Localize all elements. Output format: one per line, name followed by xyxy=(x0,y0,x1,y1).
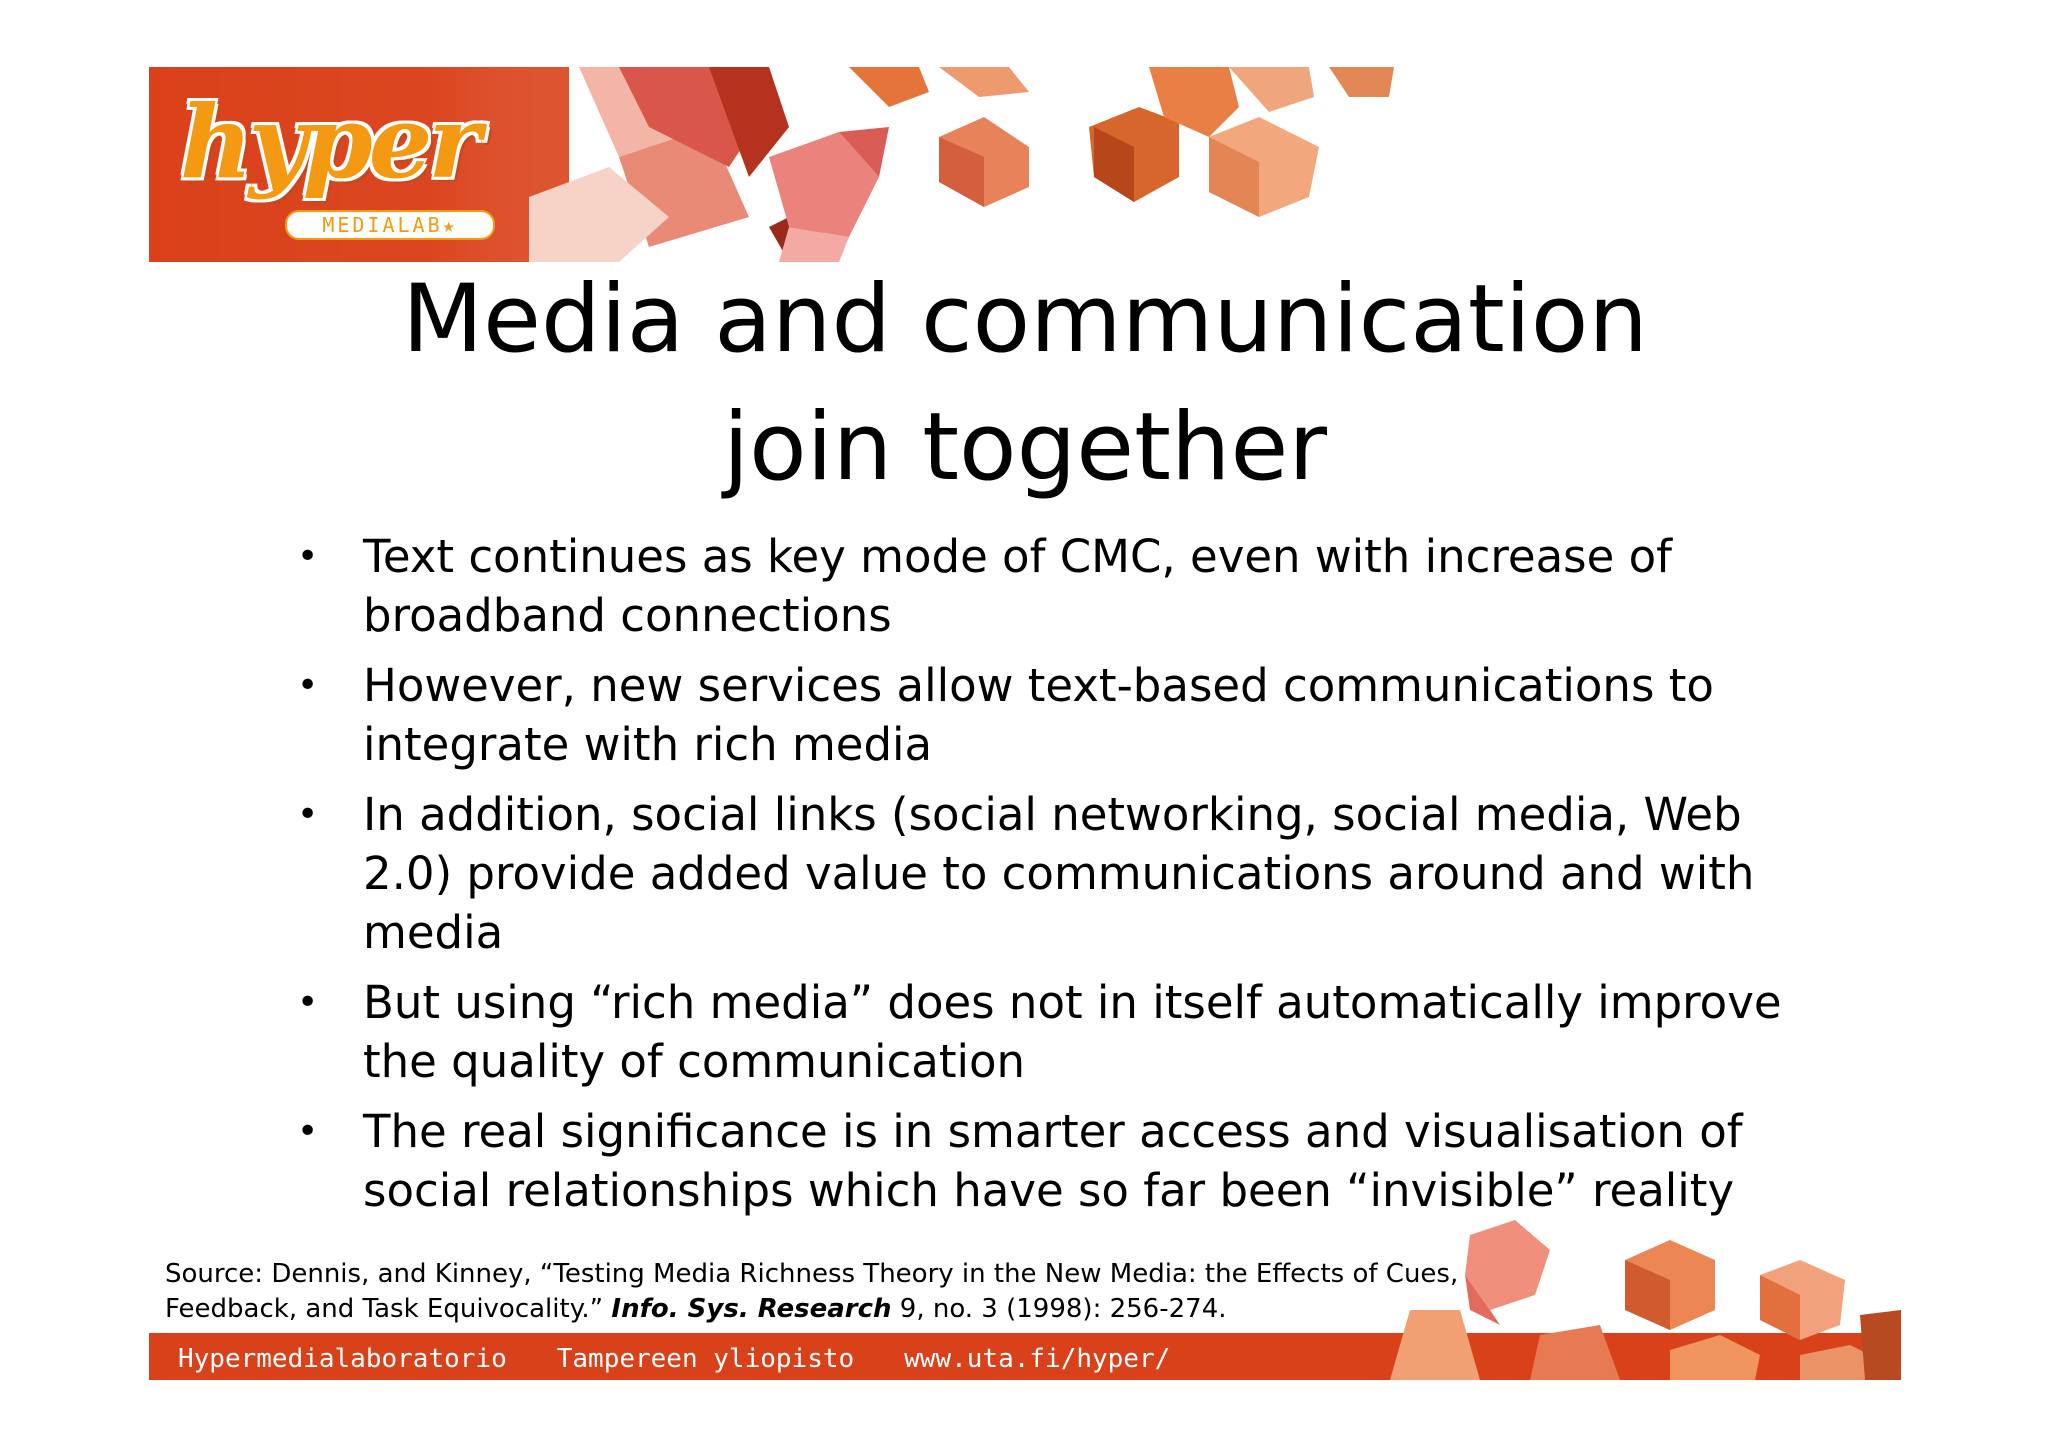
footer-texts xyxy=(178,1339,1170,1379)
bullet-text: In addition, social links (social networking, social media, Web 2.0) provide added value to communications around and with media xyxy=(363,788,1755,959)
bullet-item xyxy=(290,1102,1790,1220)
bullet-list xyxy=(290,527,1790,1231)
bullet-text: But using “rich media” does not in itself automatically improve the quality of communication xyxy=(363,976,1782,1088)
medialab-logo-subtext: MEDIALAB★ xyxy=(285,210,495,240)
slide-title-line-1: Media and communication xyxy=(402,265,1648,374)
bullet-marker: • xyxy=(297,665,319,706)
footer-cubes-graphic xyxy=(1370,1215,1901,1380)
source-suffix: 9, no. 3 (1998): 256-274. xyxy=(891,1294,1227,1324)
bullet-item xyxy=(290,785,1790,962)
bullet-marker: • xyxy=(297,982,319,1023)
bullet-item xyxy=(290,527,1790,645)
hyper-logo: hyper xyxy=(180,83,478,201)
bullet-text: Text continues as key mode of CMC, even with increase of broadband connections xyxy=(363,530,1672,642)
footer-item-university: Tampereen yliopisto xyxy=(556,1344,855,1374)
slide-title-line-2: join together xyxy=(723,393,1327,502)
bullet-item xyxy=(290,656,1790,774)
slide-title xyxy=(260,256,1790,512)
bullet-text: However, new services allow text-based communications to integrate with rich media xyxy=(363,659,1714,771)
source-citation xyxy=(165,1257,1465,1327)
footer-item-lab: Hypermedialaboratorio xyxy=(178,1344,507,1374)
bullet-marker: • xyxy=(297,1111,319,1152)
source-prefix: Source: Dennis, and Kinney, “Testing Media Richness Theory in the New Media: the Effects of Cues, Feedback, and Task Equivocality.” xyxy=(165,1259,1459,1324)
bullet-item xyxy=(290,973,1790,1091)
bullet-text: The real significance is in smarter access and visualisation of social relationships which have so far been “invisible” reality xyxy=(363,1105,1743,1217)
bullet-marker: • xyxy=(297,794,319,835)
source-journal: Info. Sys. Research xyxy=(611,1294,892,1324)
footer-item-url[interactable]: www.uta.fi/hyper/ xyxy=(904,1344,1171,1374)
bullet-marker: • xyxy=(297,536,319,577)
